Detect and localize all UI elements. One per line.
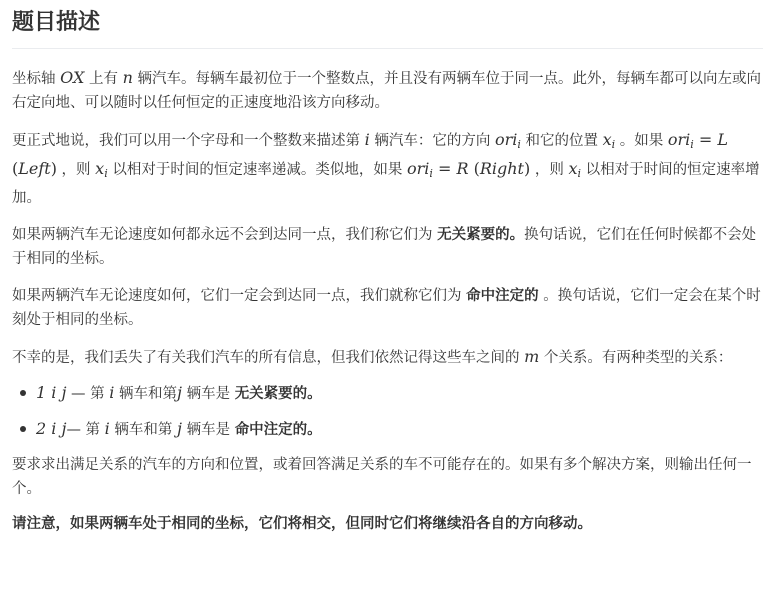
text: 和它的位置 — [520, 133, 603, 149]
text: 辆汽车。每辆车最初位于一个整数点，并且没有两辆车位于同一点。此外，每辆车都可以向左或向右定向地、可以随时以任何恒定的正速度地沿该方向移动。 — [12, 71, 761, 111]
math-ori: ori — [494, 130, 518, 149]
math-paren: ) — [50, 159, 57, 178]
bullet-icon — [20, 390, 26, 396]
math-paren: ( — [468, 159, 480, 178]
math-relation: 1 i j — [36, 383, 67, 402]
math-l: L — [717, 130, 729, 149]
math-subscript: i — [690, 138, 694, 151]
bold-term: 命中注定的。 — [234, 422, 322, 438]
math-eq: = — [693, 130, 718, 149]
text: 更正式地说，我们可以用一个字母和一个整数来描述第 — [12, 133, 365, 149]
math-relation: 2 i j — [36, 419, 67, 438]
paragraph-formal — [12, 128, 763, 210]
text: 坐标轴 — [12, 71, 61, 87]
math-eq: = — [432, 159, 457, 178]
math-subscript: i — [517, 138, 521, 151]
text: 以相对于时间的恒定速率增加。 — [12, 162, 760, 206]
text: 辆车和第 — [109, 422, 177, 438]
math-ox: OX — [60, 68, 85, 87]
paragraph-task: 要求求出满足关系的汽车的方向和位置，或着回答满足关系的车不可能存在的。如果有多个解决方案，则输出任何一个。 — [12, 457, 752, 497]
text: 如果两辆汽车无论速度如何都永远不会到达同一点，我们称它们为 — [12, 227, 438, 243]
text: — 第 — [66, 422, 105, 438]
paragraph-irrelevant-def — [12, 223, 763, 271]
text: 辆车和第 — [114, 386, 177, 402]
math-j: j — [177, 419, 182, 438]
math-ori: ori — [667, 130, 691, 149]
text: 上有 — [84, 71, 123, 87]
math-paren: ) — [523, 159, 531, 178]
math-x: x — [568, 159, 578, 178]
relations-list — [12, 381, 763, 442]
text: 换句话说，它们在任何时候都不会处于相同的坐标。 — [12, 227, 757, 267]
math-subscript: i — [611, 138, 616, 151]
text: 不幸的是，我们丢失了有关我们汽车的所有信息，但我们依然记得这些车之间的 — [12, 350, 525, 366]
math-x: x — [95, 159, 105, 178]
bullet-icon — [20, 426, 26, 432]
math-i: i — [109, 383, 115, 402]
bold-term: 命中注定的 — [466, 288, 539, 304]
list-item — [12, 381, 763, 406]
bold-term: 无关紧要的。 — [234, 386, 322, 402]
text: 。换句话说，它们一定会在某个时刻处于相同的坐标。 — [12, 288, 761, 328]
bold-note: 请注意，如果两辆车处于相同的坐标，它们将相交，但同时它们将继续沿各自的方向移动。 — [12, 516, 592, 532]
text: 如果两辆汽车无论速度如何，它们一定会到达同一点，我们就称它们为 — [12, 288, 467, 304]
math-i: i — [364, 130, 370, 149]
math-m: m — [524, 347, 540, 366]
math-subscript: i — [429, 167, 433, 180]
text: 。如果 — [615, 133, 668, 149]
text: ，则 — [56, 162, 96, 178]
math-subscript: i — [577, 167, 582, 180]
paragraph-intro — [12, 66, 763, 115]
math-subscript: i — [104, 167, 108, 180]
text: ，则 — [530, 162, 569, 178]
paragraph-note — [12, 512, 763, 536]
text: 辆车是 — [181, 386, 235, 402]
math-left: Left — [18, 159, 51, 178]
text: 以相对于时间的恒定速率递减。类似地，如果 — [107, 162, 407, 178]
math-right: Right — [479, 159, 524, 178]
math-x: x — [602, 130, 612, 149]
text: 辆车是 — [181, 422, 235, 438]
math-paren: ( — [12, 159, 19, 178]
math-n: n — [122, 68, 133, 87]
math-j: j — [177, 383, 182, 402]
math-r: R — [456, 159, 469, 178]
list-item — [12, 417, 763, 442]
paragraph-destined-def — [12, 284, 763, 332]
paragraph-relations-intro — [12, 345, 763, 370]
text: 辆汽车：它的方向 — [369, 133, 495, 149]
math-i: i — [104, 419, 110, 438]
text: — 第 — [66, 386, 110, 402]
page-title: 题目描述 — [12, 0, 763, 49]
text: 个关系。有两种类型的关系： — [539, 350, 733, 366]
math-ori: ori — [406, 159, 430, 178]
bold-term: 无关紧要的。 — [437, 227, 525, 243]
